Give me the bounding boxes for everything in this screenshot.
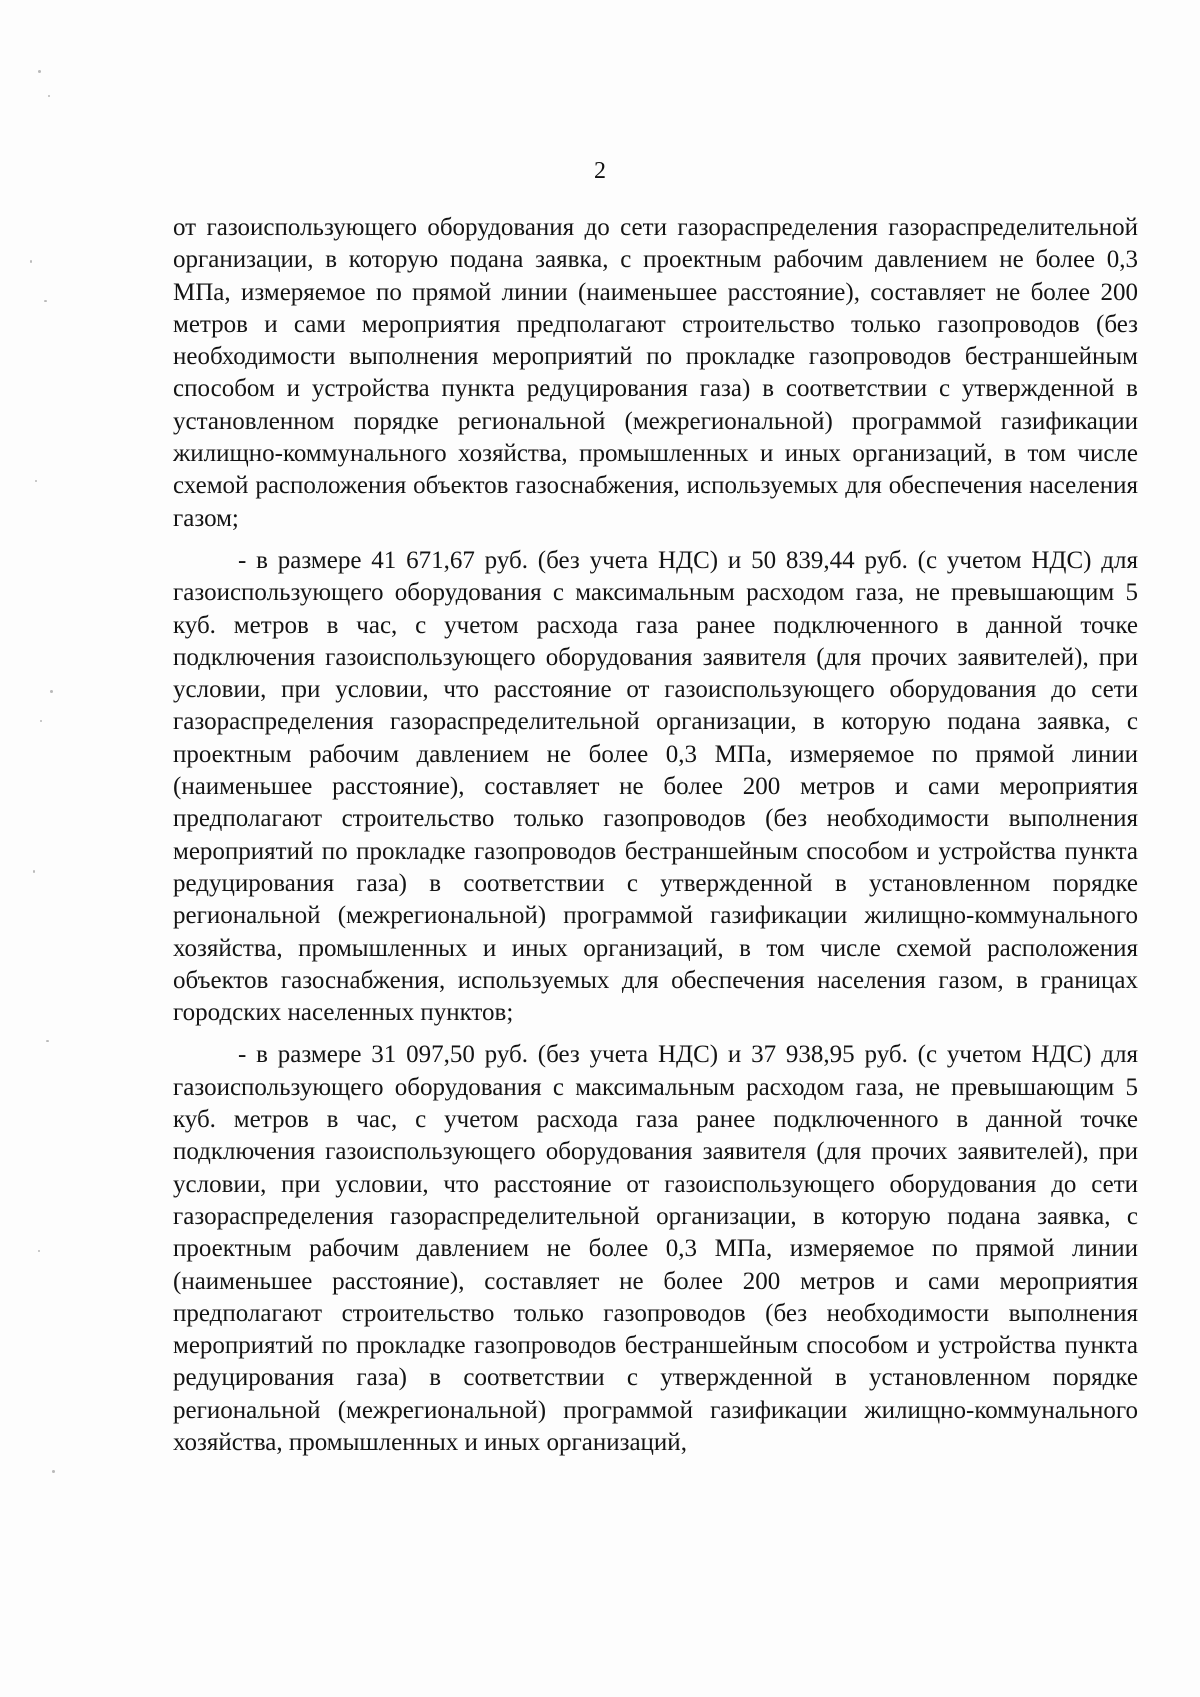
paragraph-tariff-31097: - в размере 31 097,50 руб. (без учета НДС) и 37 938,95 руб. (с учетом НДС) для газоиспользующего оборудования с максимальным расходом газа, не превышающим 5 куб. метров в час, с учетом расхода газа ранее подключенного в данной точке подключения газоиспользующего оборудования заявителя (для прочих заявителей), при условии, при условии, что расстояние от газоиспользующего оборудования до сети газораспределения газораспределительной организации, в которую подана заявка, с проектным рабочим давлением не более 0,3 МПа, измеряемое по прямой линии (наименьшее расстояние), составляет не более 200 метров и сами мероприятия предполагают строительство только газопроводов (без необходимости выполнения мероприятий по прокладке газопроводов бестраншейным способом и устройства пункта редуцирования газа) в соответствии с утвержденной в установленном порядке региональной (межрегиональной) программой газификации жилищно-коммунального хозяйства, промышленных и иных организаций, [173, 1041, 1138, 1456]
page-number: 2 [594, 158, 606, 184]
paragraph-continuation: от газоиспользующего оборудования до сети газораспределения газораспределительной организации, в которую подана заявка, с проектным рабочим давлением не более 0,3 МПа, измеряемое по прямой линии (наименьшее расстояние), составляет не более 200 метров и сами мероприятия предполагают строительство только газопроводов (без необходимости выполнения мероприятий по прокладке газопроводов бестраншейным способом и устройства пункта редуцирования газа) в соответствии с утвержденной в установленном порядке региональной (межрегиональной) программой газификации жилищно-коммунального хозяйства, промышленных и иных организаций, в том числе схемой расположения объектов газоснабжения, используемых для обеспечения населения газом; [173, 214, 1138, 532]
document-body [173, 212, 1138, 1469]
paragraph-tariff-41671: - в размере 41 671,67 руб. (без учета НДС) и 50 839,44 руб. (с учетом НДС) для газоиспользующего оборудования с максимальным расходом газа, не превышающим 5 куб. метров в час, с учетом расхода газа ранее подключенного в данной точке подключения газоиспользующего оборудования заявителя (для прочих заявителей), при условии, при условии, что расстояние от газоиспользующего оборудования до сети газораспределения газораспределительной организации, в которую подана заявка, с проектным рабочим давлением не более 0,3 МПа, измеряемое по прямой линии (наименьшее расстояние), составляет не более 200 метров и сами мероприятия предполагают строительство только газопроводов (без необходимости выполнения мероприятий по прокладке газопроводов бестраншейным способом и устройства пункта редуцирования газа) в соответствии с утвержденной в установленном порядке региональной (межрегиональной) программой газификации жилищно-коммунального хозяйства, промышленных и иных организаций, в том числе схемой расположения объектов газоснабжения, используемых для обеспечения населения газом, в границах городских населенных пунктов; [173, 546, 1138, 1027]
